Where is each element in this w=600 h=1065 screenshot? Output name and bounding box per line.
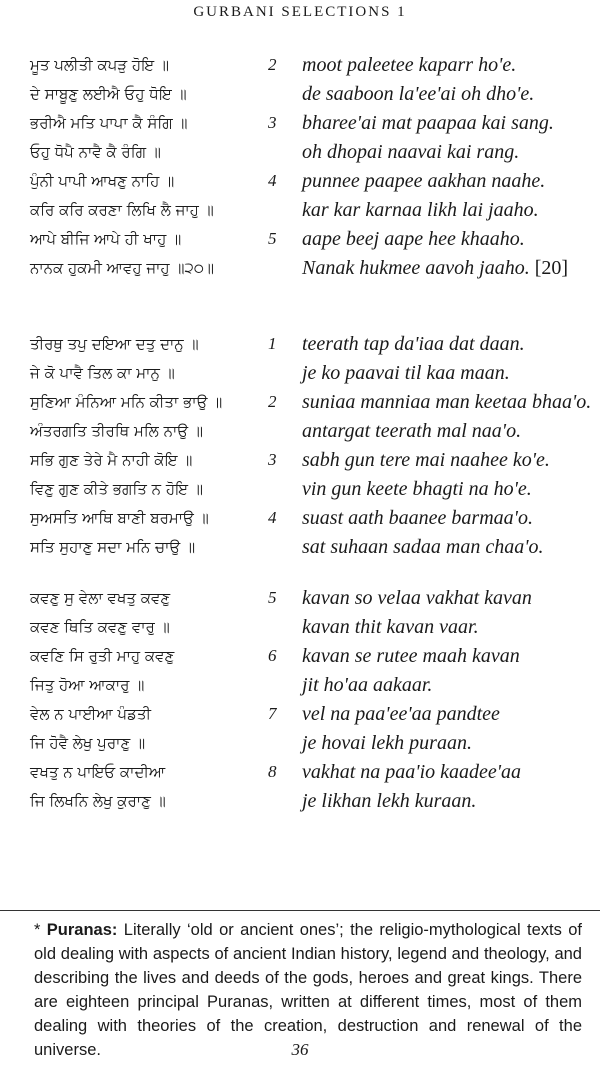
transliteration-text [302, 362, 510, 385]
gurmukhi-text: ਓਹੁ ਧੋਪੈ ਨਾਵੈ ਕੈ ਰੰਗਿ ॥ [30, 143, 161, 161]
transliteration-text [302, 333, 525, 356]
transliteration-text [302, 199, 539, 222]
verse-line [0, 616, 600, 645]
gurmukhi-text: ਜਿ ਲਿਖਨਿ ਲੇਖੁ ਕੁਰਾਣੁ ॥ [30, 792, 166, 810]
running-header: GURBANI SELECTIONS 1 [193, 4, 407, 20]
gurmukhi-text: ਨਾਨਕ ਹੁਕਮੀ ਆਵਹੁ ਜਾਹੁ ॥੨੦॥ [30, 259, 215, 277]
transliteration-text [302, 536, 544, 559]
transliteration-words: vel na paa'ee'aa pandtee [302, 703, 500, 725]
gurmukhi-text: ਜਿ ਹੋਵੈ ਲੇਖੁ ਪੁਰਾਣੁ ॥ [30, 734, 146, 752]
transliteration-words: aape beej aape hee khaaho. [302, 228, 525, 250]
transliteration-words: Nanak hukmee aavoh jaaho. [302, 257, 530, 279]
transliteration-text [302, 228, 525, 251]
gurmukhi-text: ਵਖਤੁ ਨ ਪਾਇਓ ਕਾਦੀਆ [30, 763, 166, 781]
gurmukhi-text: ਸੁਣਿਆ ਮੰਨਿਆ ਮਨਿ ਕੀਤਾ ਭਾਉ ॥ [30, 393, 223, 411]
verse-line [0, 703, 600, 732]
gurmukhi-text: ਜਿਤੁ ਹੋਆ ਆਕਾਰੁ ॥ [30, 676, 145, 694]
transliteration-words: moot paleetee kaparr ho'e. [302, 54, 517, 76]
transliteration-text [302, 674, 432, 697]
line-number: 7 [268, 704, 277, 723]
transliteration-text [302, 703, 500, 726]
verse-line [0, 761, 600, 790]
verse-line [0, 391, 600, 420]
transliteration-words: kar kar karnaa likh lai jaaho. [302, 199, 539, 221]
transliteration-words: suast aath baanee barmaa'o. [302, 507, 533, 529]
verse-line [0, 199, 600, 228]
gurmukhi-text: ਕਵਣਿ ਸਿ ਰੁਤੀ ਮਾਹੁ ਕਵਣੁ [30, 647, 175, 665]
verse-line [0, 449, 600, 478]
line-number: 3 [268, 450, 277, 469]
transliteration-words: jit ho'aa aakaar. [302, 674, 433, 696]
stanza-2 [0, 333, 600, 565]
line-number: 4 [268, 171, 277, 190]
transliteration-text [302, 257, 568, 280]
transliteration-words: oh dhopai naavai kai rang. [302, 141, 520, 163]
transliteration-text [302, 83, 534, 106]
transliteration-text [302, 141, 519, 164]
transliteration-words: antargat teerath mal naa'o. [302, 420, 522, 442]
transliteration-words: kavan so velaa vakhat kavan [302, 587, 532, 609]
transliteration-words: vakhat na paa'io kaadee'aa [302, 761, 522, 783]
line-number: 5 [268, 229, 277, 248]
verse-line [0, 645, 600, 674]
transliteration-words: sat suhaan sadaa man chaa'o. [302, 536, 544, 558]
transliteration-text [302, 761, 521, 784]
transliteration-text [302, 112, 554, 135]
verse-line [0, 478, 600, 507]
line-number: 1 [268, 334, 277, 353]
footnote-text: Literally ‘old or ancient ones’; the religio-mythological texts of old dealing with aspects of ancient Indian history, legend and theology, and describing the lives and deeds of the gods, heroes and great kings. There are eighteen principal Puranas, written at different times, most of them dealing with theories of the creation, destruction and renewal of the universe. [34, 921, 582, 1059]
transliteration-words: de saaboon la'ee'ai oh dho'e. [302, 83, 535, 105]
footnote-marker: * [34, 921, 41, 939]
transliteration-text [302, 391, 591, 414]
line-number: 2 [268, 55, 277, 74]
footnote-term: Puranas: [46, 921, 118, 939]
transliteration-words: vin gun keete bhagti na ho'e. [302, 478, 532, 500]
footnote-divider [0, 910, 600, 911]
gurmukhi-text: ਵੇਲ ਨ ਪਾਈਆ ਪੰਡਤੀ [30, 705, 151, 723]
line-number: 6 [268, 646, 277, 665]
verse-line [0, 507, 600, 536]
verse-line [0, 420, 600, 449]
line-number: 5 [268, 588, 277, 607]
gurmukhi-text: ਮੂਤ ਪਲੀਤੀ ਕਪੜੁ ਹੋਇ ॥ [30, 56, 170, 74]
transliteration-text [302, 54, 516, 77]
line-number: 3 [268, 113, 277, 132]
verse-line [0, 333, 600, 362]
verse-line [0, 362, 600, 391]
transliteration-words: kavan se rutee maah kavan [302, 645, 520, 667]
stanza-1 [0, 54, 600, 286]
page-number: 36 [291, 1040, 309, 1059]
transliteration-text [302, 507, 533, 530]
transliteration-text [302, 616, 479, 639]
transliteration-words: je ko paavai til kaa maan. [302, 362, 510, 384]
gurmukhi-text: ਕਵਣ ਥਿਤਿ ਕਵਣੁ ਵਾਰੁ ॥ [30, 618, 170, 636]
transliteration-text [302, 790, 476, 813]
transliteration-words: je likhan lekh kuraan. [302, 790, 477, 812]
verse-line [0, 732, 600, 761]
gurmukhi-text: ਤੀਰਥੁ ਤਪੁ ਦਇਆ ਦਤੁ ਦਾਨੁ ॥ [30, 335, 199, 353]
verse-line [0, 112, 600, 141]
verse-line [0, 83, 600, 112]
transliteration-words: je hovai lekh puraan. [302, 732, 472, 754]
gurmukhi-text: ਵਿਣੁ ਗੁਣ ਕੀਤੇ ਭਗਤਿ ਨ ਹੋਇ ॥ [30, 480, 203, 498]
gurmukhi-text: ਦੇ ਸਾਬੂਣੁ ਲਈਐ ਓਹੁ ਧੋਇ ॥ [30, 85, 187, 103]
transliteration-words: kavan thit kavan vaar. [302, 616, 479, 638]
transliteration-text [302, 645, 520, 668]
verse-line [0, 54, 600, 83]
transliteration-text [302, 587, 532, 610]
gurmukhi-text: ਸਭਿ ਗੁਣ ਤੇਰੇ ਮੈ ਨਾਹੀ ਕੋਇ ॥ [30, 451, 193, 469]
gurmukhi-text: ਭਰੀਐ ਮਤਿ ਪਾਪਾ ਕੈ ਸੰਗਿ ॥ [30, 114, 188, 132]
transliteration-text [302, 449, 550, 472]
verse-line [0, 170, 600, 199]
transliteration-words: punnee paapee aakhan naahe. [302, 170, 546, 192]
gurmukhi-text: ਜੇ ਕੋ ਪਾਵੈ ਤਿਲ ਕਾ ਮਾਨੁ ॥ [30, 364, 175, 382]
line-number: 2 [268, 392, 277, 411]
transliteration-words: bharee'ai mat paapaa kai sang. [302, 112, 554, 134]
verse-line [0, 141, 600, 170]
gurmukhi-text: ਕਵਣੁ ਸੁ ਵੇਲਾ ਵਖਤੁ ਕਵਣੁ [30, 589, 171, 607]
verse-reference: [20] [534, 257, 569, 279]
gurmukhi-text: ਸਤਿ ਸੁਹਾਣੁ ਸਦਾ ਮਨਿ ਚਾਉ ॥ [30, 538, 196, 556]
gurmukhi-text: ਸੁਅਸਤਿ ਆਥਿ ਬਾਣੀ ਬਰਮਾਉ ॥ [30, 509, 209, 527]
verse-line [0, 790, 600, 819]
transliteration-text [302, 420, 521, 443]
transliteration-text [302, 732, 472, 755]
line-number: 8 [268, 762, 277, 781]
transliteration-words: suniaa manniaa man keetaa bhaa'o. [302, 391, 592, 413]
verse-line [0, 587, 600, 616]
transliteration-text [302, 170, 545, 193]
verse-line [0, 228, 600, 257]
verse-line [0, 257, 600, 286]
gurmukhi-text: ਕਰਿ ਕਰਿ ਕਰਣਾ ਲਿਖਿ ਲੈ ਜਾਹੁ ॥ [30, 201, 214, 219]
gurmukhi-text: ਪੁੰਨੀ ਪਾਪੀ ਆਖਣੁ ਨਾਹਿ ॥ [30, 172, 175, 190]
transliteration-words: teerath tap da'iaa dat daan. [302, 333, 525, 355]
verse-line [0, 674, 600, 703]
transliteration-words: sabh gun tere mai naahee ko'e. [302, 449, 550, 471]
transliteration-text [302, 478, 532, 501]
verse-line [0, 536, 600, 565]
line-number: 4 [268, 508, 277, 527]
gurmukhi-text: ਅੰਤਰਗਤਿ ਤੀਰਥਿ ਮਲਿ ਨਾਉ ॥ [30, 422, 203, 440]
stanza-3 [0, 587, 600, 819]
gurmukhi-text: ਆਪੇ ਬੀਜਿ ਆਪੇ ਹੀ ਖਾਹੁ ॥ [30, 230, 182, 248]
